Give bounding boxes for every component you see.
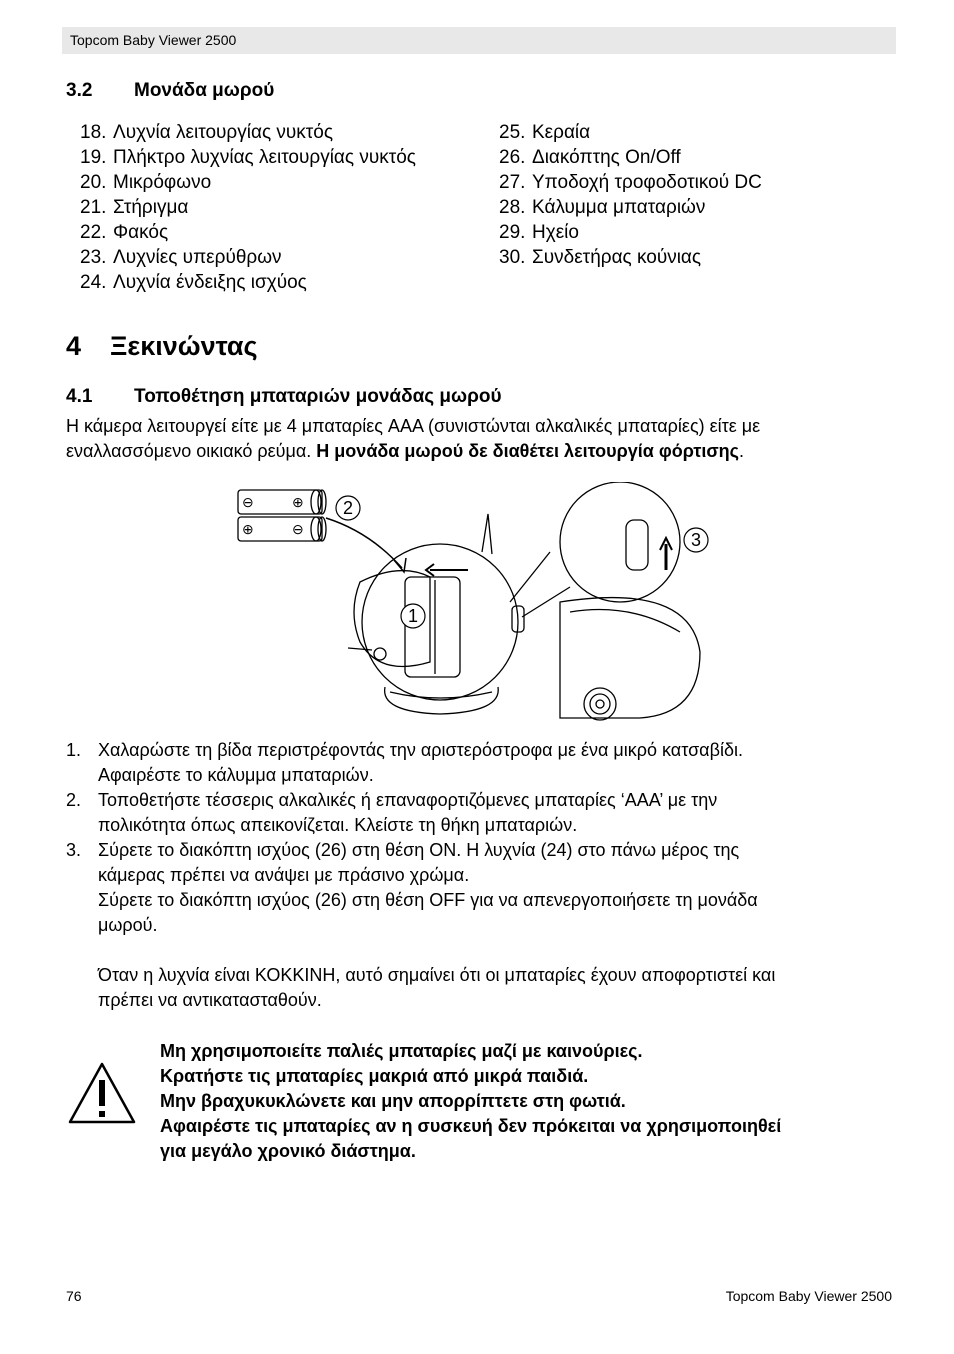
intro-bold-text: Η μονάδα μωρού δε διαθέτει λειτουργία φόρτισης [316, 441, 740, 461]
section-number: 4 [66, 331, 82, 361]
item-number: 30. [499, 247, 526, 268]
step-line: κάμερας πρέπει να ανάψει με πράσινο χρώμα. [98, 865, 470, 885]
svg-text:⊕: ⊕ [292, 494, 304, 510]
callout-3 [684, 528, 708, 552]
page-header [62, 27, 896, 54]
item-number: 26. [499, 147, 526, 168]
callout-2-label: 2 [342, 498, 354, 518]
item-label: Ηχείο [532, 222, 579, 243]
header-title: Topcom Baby Viewer 2500 [70, 32, 237, 48]
note-line: Όταν η λυχνία είναι ΚΟΚΚΙΝΗ, αυτό σημαίνει ότι οι μπαταρίες έχουν αποφορτιστεί και [98, 965, 776, 985]
list-item [80, 195, 416, 220]
step-line: Τοποθετήστε τέσσερις αλκαλικές ή επαναφορτιζόμενες μπαταρίες ‘AAA’ με την [98, 790, 718, 810]
step-number: 2. [66, 790, 82, 810]
warning-line: Αφαιρέστε τις μπαταρίες αν η συσκευή δεν πρόκειται να χρησιμοποιηθεί [160, 1116, 782, 1136]
item-number: 21. [80, 197, 107, 218]
warning-line: για μεγάλο χρονικό διάστημα. [160, 1141, 416, 1161]
item-number: 29. [499, 222, 526, 243]
battery-installation-illustration [230, 482, 710, 722]
parts-list-left [80, 120, 416, 295]
warning-line: Μην βραχυκυκλώνετε και μην απορρίπτετε στη φωτιά. [160, 1091, 626, 1111]
item-label: Διακόπτης On/Off [532, 147, 681, 168]
lens-zoom-icon [560, 598, 700, 720]
footer-title: Topcom Baby Viewer 2500 [725, 1288, 892, 1304]
warning-line: Μη χρησιμοποιείτε παλιές μπαταρίες μαζί με καινούριες. [160, 1041, 643, 1061]
svg-text:⊕: ⊕ [242, 521, 254, 537]
list-item [80, 145, 416, 170]
item-label: Κάλυμμα μπαταριών [532, 197, 706, 218]
step-line: Αφαιρέστε το κάλυμμα μπαταριών. [98, 765, 374, 785]
warning-triangle-icon [66, 1060, 138, 1126]
step-3 [66, 838, 896, 1013]
intro-end: . [739, 441, 745, 461]
step-line: μωρού. [98, 915, 158, 935]
list-item [499, 145, 762, 170]
batteries-icon [238, 490, 326, 541]
list-item [80, 270, 416, 295]
callout-1-label: 1 [407, 606, 419, 626]
power-switch-zoom-icon [510, 482, 680, 617]
warning-line: Κρατήστε τις μπαταρίες μακριά από μικρά παιδιά. [160, 1066, 589, 1086]
callout-2 [336, 496, 360, 520]
item-number: 23. [80, 247, 107, 268]
list-item [499, 220, 762, 245]
list-item [80, 220, 416, 245]
item-number: 28. [499, 197, 526, 218]
item-label: Λυχνία λειτουργίας νυκτός [113, 122, 333, 143]
step-line: Χαλαρώστε τη βίδα περιστρέφοντάς την αριστερόστροφα με ένα μικρό κατσαβίδι. [98, 740, 743, 760]
item-number: 18. [80, 122, 107, 143]
list-item [499, 195, 762, 220]
section-title: Ξεκινώντας [110, 331, 258, 361]
step-line: πολικότητα όπως απεικονίζεται. Κλείστε τη θήκη μπαταριών. [98, 815, 578, 835]
callout-3-label: 3 [690, 530, 702, 550]
item-number: 19. [80, 147, 107, 168]
svg-text:⊖: ⊖ [242, 494, 254, 510]
step-2 [66, 788, 896, 838]
item-number: 22. [80, 222, 107, 243]
item-label: Στήριγμα [113, 197, 189, 218]
callout-1 [401, 604, 425, 628]
step-number: 3. [66, 840, 82, 860]
item-number: 27. [499, 172, 526, 193]
item-label: Κεραία [532, 122, 591, 143]
section-title: Τοποθέτηση μπαταριών μονάδας μωρού [134, 386, 502, 407]
list-item [80, 120, 416, 145]
list-item [499, 120, 762, 145]
intro-text: Η κάμερα λειτουργεί είτε με 4 μπαταρίες AAA (συνιστώνται αλκαλικές μπαταρίες) είτε με εναλλασσόμενο οικιακό ρεύμα. [66, 416, 761, 461]
list-item [499, 170, 762, 195]
item-number: 20. [80, 172, 107, 193]
item-label: Φακός [113, 222, 169, 243]
item-label: Λυχνίες υπερύθρων [113, 247, 282, 268]
svg-text:⊖: ⊖ [292, 521, 304, 537]
item-label: Μικρόφωνο [113, 172, 212, 193]
item-number: 24. [80, 272, 107, 293]
step-line: Σύρετε το διακόπτη ισχύος (26) στη θέση OFF για να απενεργοποιήσετε τη μονάδα [98, 890, 758, 910]
item-label: Συνδετήρας κούνιας [532, 247, 702, 268]
parts-list-right [499, 120, 762, 270]
intro-paragraph [66, 414, 886, 464]
step-line: Σύρετε το διακόπτη ισχύος (26) στη θέση ON. Η λυχνία (24) στο πάνω μέρος της [98, 840, 740, 860]
section-title: Μονάδα μωρού [134, 80, 275, 101]
item-label: Πλήκτρο λυχνίας λειτουργίας νυκτός [113, 147, 416, 168]
item-number: 25. [499, 122, 526, 143]
item-label: Υποδοχή τροφοδοτικού DC [532, 172, 762, 193]
list-item [499, 245, 762, 270]
section-number: 3.2 [66, 80, 93, 101]
camera-unit-icon [348, 514, 524, 714]
note-line: πρέπει να αντικατασταθούν. [98, 990, 322, 1010]
list-item [80, 170, 416, 195]
step-number: 1. [66, 740, 82, 760]
list-item [80, 245, 416, 270]
page-number: 76 [66, 1288, 82, 1304]
warning-text [160, 1039, 890, 1164]
instruction-steps [66, 738, 896, 1013]
section-number: 4.1 [66, 386, 93, 407]
item-label: Λυχνία ένδειξης ισχύος [113, 272, 307, 293]
step-1 [66, 738, 896, 788]
